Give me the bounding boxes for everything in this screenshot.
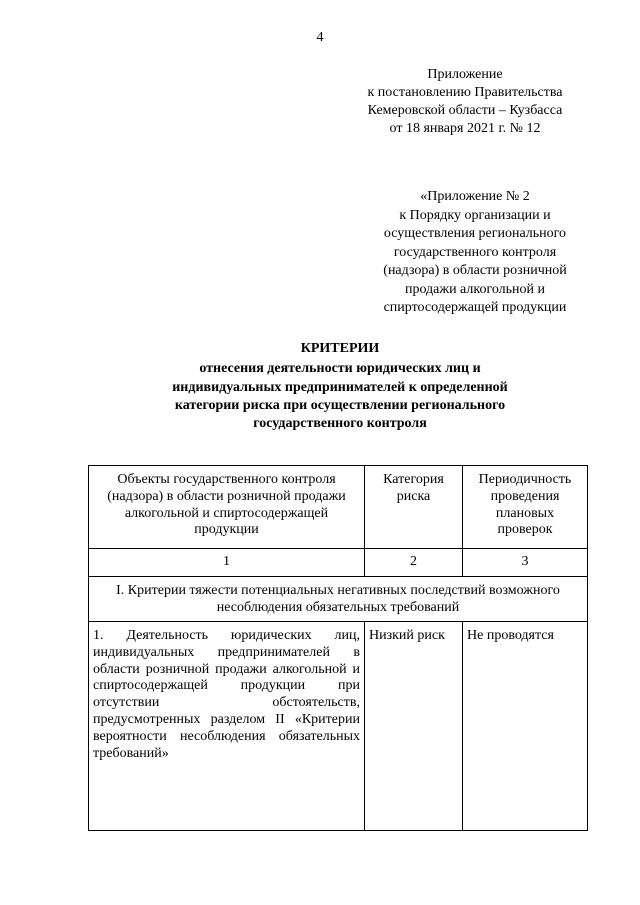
section-row xyxy=(89,577,588,622)
appendix2-header-line: государственного контроля xyxy=(393,244,557,260)
header-periodicity: Периодичность проведения плановых проверок xyxy=(463,466,588,549)
title-main: КРИТЕРИИ xyxy=(300,341,380,356)
page-number: 4 xyxy=(316,30,324,45)
column-number-row xyxy=(89,549,588,577)
title-line: индивидуальных предпринимателей к определенной xyxy=(172,379,508,395)
title-line: государственного контроля xyxy=(253,416,427,432)
criterion-category: Низкий риск xyxy=(365,622,463,831)
criterion-object: 1. Деятельность юридических лиц, индивидуальных предпринимателей в области розничной продажи алкогольной и спиртосодержащей продукции при отсутствии обстоятельств, предусмотренных разделом II «Критерии вероятности несоблюдения обязательных требований» xyxy=(89,622,365,831)
title-line: категории риска при осуществлении регионального xyxy=(174,397,506,413)
appendix2-header-line: (надзора) в области розничной xyxy=(383,263,567,278)
appendix2-header-line: продажи алкогольной и xyxy=(404,281,546,297)
column-number: 1 xyxy=(89,549,365,577)
appendix-header-line: Приложение xyxy=(427,67,503,82)
title-line: отнесения деятельности юридических лиц и xyxy=(199,361,481,377)
appendix-header-line: к постановлению Правительства xyxy=(367,85,563,100)
appendix2-header-line: «Приложение № 2 xyxy=(420,189,530,204)
section-heading: I. Критерии тяжести потенциальных негативных последствий возможного несоблюдения обязательных требований xyxy=(89,577,588,622)
table-header-row xyxy=(89,466,588,549)
appendix2-header-line: к Порядку организации и xyxy=(399,207,551,223)
column-number: 3 xyxy=(463,549,588,577)
appendix-header-line: от 18 января 2021 г. № 12 xyxy=(389,121,541,136)
appendix-header-line: Кемеровской области – Кузбасса xyxy=(367,103,563,118)
header-category: Категория риска xyxy=(365,466,463,549)
appendix2-header-line: осуществления регионального xyxy=(383,226,567,241)
appendix2-header xyxy=(360,188,590,318)
header-objects: Объекты государственного контроля (надзора) в области розничной продажи алкогольной и спиртосодержащей продукции xyxy=(89,466,365,549)
criterion-periodicity: Не проводятся xyxy=(463,622,588,831)
appendix2-header-line: спиртосодержащей продукции xyxy=(383,300,567,315)
table-row xyxy=(89,622,588,831)
criteria-table xyxy=(88,465,588,831)
appendix-header xyxy=(340,66,590,138)
column-number: 2 xyxy=(365,549,463,577)
document-title xyxy=(90,340,590,433)
